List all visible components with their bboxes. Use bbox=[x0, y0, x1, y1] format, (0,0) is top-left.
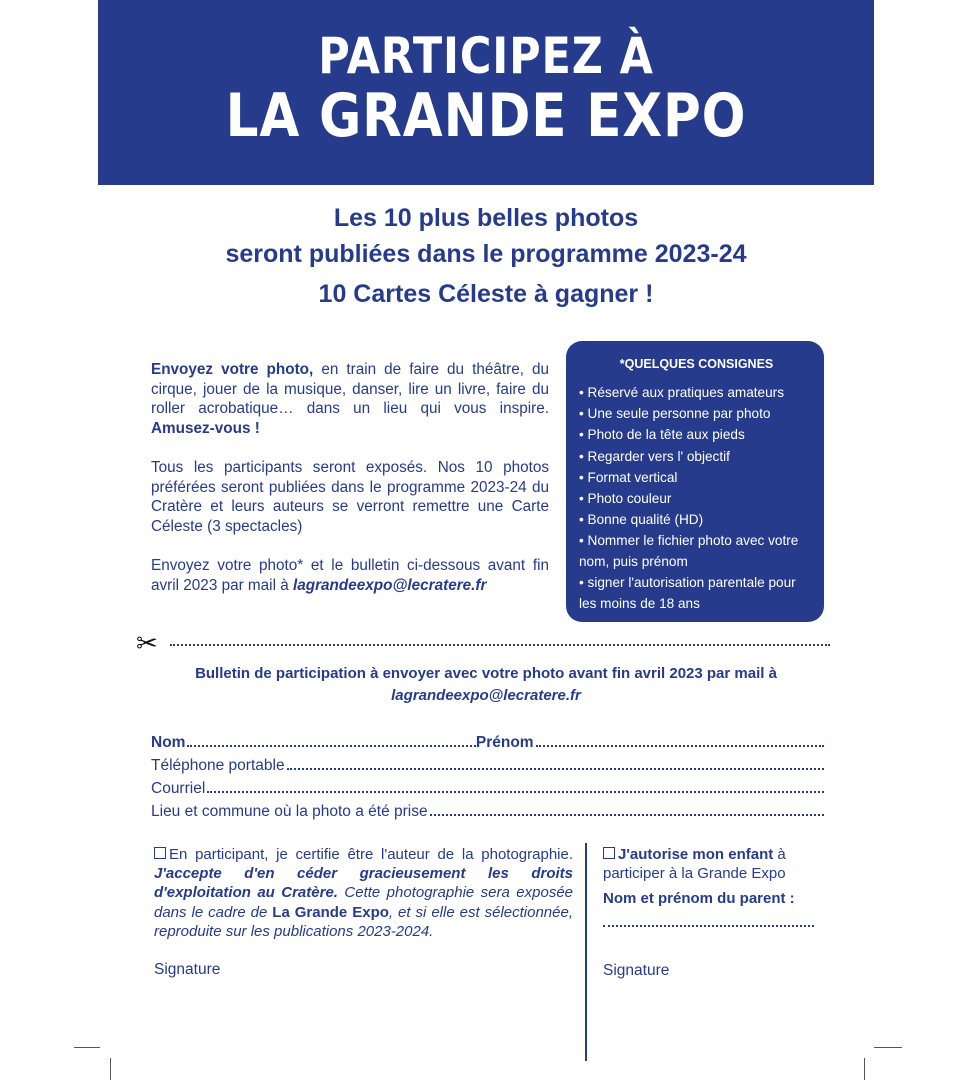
subheading bbox=[98, 200, 874, 312]
certification-expo-name: La Grande Expo bbox=[272, 903, 389, 921]
certification-text-3: Cette photographie sera exposée dans le cadre de bbox=[154, 884, 573, 921]
subheading-line1: Les 10 plus belles photos bbox=[333, 204, 639, 232]
instruction-item: • signer l'autorisation parentale pour les moins de 18 ans bbox=[579, 573, 814, 615]
courriel-label: Courriel bbox=[151, 780, 206, 797]
telephone-label: Téléphone portable bbox=[151, 757, 285, 774]
header-banner bbox=[98, 0, 874, 185]
nom-label: Nom bbox=[151, 734, 186, 751]
subheading-line2: seront publiées dans le programme 2023-24 bbox=[225, 240, 747, 268]
prenom-field[interactable] bbox=[536, 745, 824, 747]
parental-section bbox=[603, 845, 818, 927]
prenom-label: Prénom bbox=[475, 734, 534, 751]
certification-checkbox[interactable] bbox=[154, 847, 166, 859]
participant-form bbox=[151, 729, 824, 821]
lieu-field[interactable] bbox=[430, 814, 824, 816]
bulletin-email-link[interactable]: lagrandeexpo@lecratere.fr bbox=[391, 687, 581, 704]
instructions-title: *QUELQUES CONSIGNES bbox=[619, 357, 774, 371]
parental-authorization bbox=[603, 845, 818, 883]
intro-email-link[interactable]: lagrandeexpo@lecratere.fr bbox=[293, 576, 487, 594]
crop-mark bbox=[74, 1047, 100, 1048]
form-row-name bbox=[151, 729, 824, 752]
instruction-item: • Nommer le fichier photo avec votre nom, puis prénom bbox=[579, 531, 814, 573]
vertical-divider bbox=[585, 843, 587, 1061]
instruction-item: • Format vertical bbox=[579, 468, 814, 489]
intro-body: en train de faire du théâtre, du cirque, jouer de la musique, danser, lire un livre, faire du roller acrobatique… dans un lieu qui vous inspire. bbox=[151, 361, 550, 418]
instructions-box bbox=[566, 341, 824, 622]
instruction-item: • Photo de la tête aux pieds bbox=[579, 425, 814, 446]
form-row-phone bbox=[151, 752, 824, 775]
signature-label-left: Signature bbox=[154, 961, 221, 978]
instruction-item: • Bonne qualité (HD) bbox=[579, 510, 814, 531]
certification-rights: J'accepte d'en céder gracieusement les droits d'exploitation au Cratère. bbox=[154, 865, 573, 902]
telephone-field[interactable] bbox=[287, 768, 824, 770]
intro-paragraph-1 bbox=[151, 360, 549, 438]
parent-name-field[interactable] bbox=[603, 909, 814, 927]
intro-send-text: Envoyez votre photo* et le bulletin ci-dessous avant fin avril 2023 par mail à bbox=[151, 556, 549, 594]
instruction-item: • Réservé aux pratiques amateurs bbox=[579, 383, 814, 404]
lieu-label: Lieu et commune où la photo a été prise bbox=[151, 803, 428, 820]
instruction-item: • Une seule personne par photo bbox=[579, 404, 814, 425]
parental-bold-text: J'autorise mon enfant bbox=[618, 846, 774, 863]
subheading-line3: 10 Cartes Céleste à gagner ! bbox=[318, 280, 654, 308]
bulletin-instruction: Bulletin de participation à envoyer avec votre photo avant fin avril 2023 par mail à bbox=[195, 665, 777, 682]
parent-name-label: Nom et prénom du parent : bbox=[603, 890, 795, 908]
form-row-email bbox=[151, 775, 824, 798]
intro-paragraph-2: Tous les participants seront exposés. Nos 10 photos préférées seront publiées dans le programme 2023-24 du Cratère et leurs auteurs se verront remettre une Carte Céleste (3 spectacles) bbox=[151, 458, 549, 535]
intro-paragraph-3 bbox=[151, 556, 549, 595]
form-row-location bbox=[151, 798, 824, 821]
courriel-field[interactable] bbox=[207, 791, 824, 793]
intro-text bbox=[151, 360, 549, 615]
scissors-icon: ✂ bbox=[136, 628, 158, 658]
certification-text-5: , et si elle est sélectionnée, reproduite sur les publications 2023-2024. bbox=[154, 903, 574, 940]
crop-mark bbox=[110, 1058, 111, 1080]
crop-mark bbox=[874, 1047, 902, 1048]
instruction-item: • Regarder vers l' objectif bbox=[579, 447, 814, 468]
nom-field[interactable] bbox=[187, 745, 475, 747]
crop-mark bbox=[864, 1058, 865, 1080]
certification-text-1: En participant, je certifie être l'auteur de la photographie. bbox=[169, 846, 573, 863]
intro-lead: Envoyez votre photo, bbox=[151, 361, 314, 378]
instruction-item: • Photo couleur bbox=[579, 489, 814, 510]
banner-title-line1: PARTICIPEZ À bbox=[318, 27, 654, 85]
instructions-list bbox=[579, 383, 814, 615]
cut-line bbox=[136, 628, 830, 658]
parental-checkbox[interactable] bbox=[603, 847, 615, 859]
bulletin-heading bbox=[98, 663, 874, 707]
intro-closing: Amusez-vous ! bbox=[151, 419, 260, 437]
certification-section bbox=[154, 845, 573, 941]
parental-text: à participer à la Grande Expo bbox=[603, 846, 786, 883]
signature-label-right: Signature bbox=[603, 962, 670, 979]
banner-title-line2: LA GRANDE EXPO bbox=[225, 81, 747, 151]
dotted-separator bbox=[170, 644, 830, 646]
